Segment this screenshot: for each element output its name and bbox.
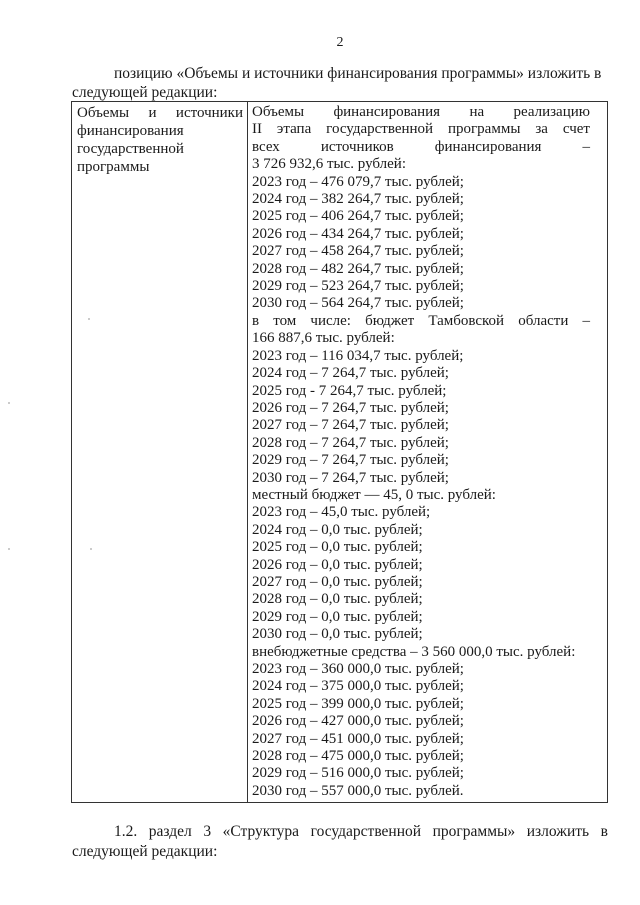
right-cell-line bbox=[252, 104, 590, 121]
right-cell-line: 2025 год – 0,0 тыс. рублей; bbox=[252, 539, 423, 556]
right-cell-line: 2024 год – 0,0 тыс. рублей; bbox=[252, 521, 423, 538]
right-cell-line: 2026 год – 427 000,0 тыс. рублей; bbox=[252, 713, 464, 730]
right-cell-word: государственной bbox=[326, 121, 434, 138]
right-cell-line: 2026 год – 7 264,7 тыс. рублей; bbox=[252, 399, 449, 416]
section-word: изложить bbox=[526, 823, 590, 840]
right-cell-line: 2029 год – 523 264,7 тыс. рублей; bbox=[252, 278, 464, 295]
right-cell-line bbox=[252, 313, 590, 330]
right-cell-word: реализацию bbox=[513, 104, 590, 120]
right-cell-line: местный бюджет — 45, 0 тыс. рублей: bbox=[252, 486, 496, 503]
section-word: в bbox=[600, 823, 608, 840]
right-cell-word: финансирования bbox=[333, 104, 441, 120]
right-cell-line bbox=[252, 139, 590, 156]
right-cell-line: 2023 год – 116 034,7 тыс. рублей; bbox=[252, 347, 464, 364]
right-cell-line: 2027 год – 0,0 тыс. рублей; bbox=[252, 573, 423, 590]
left-cell-line bbox=[77, 140, 243, 158]
section-line-2: следующей редакции: bbox=[72, 843, 218, 860]
right-cell-word: программы bbox=[448, 121, 521, 138]
right-cell-line: 2023 год – 360 000,0 тыс. рублей; bbox=[252, 661, 464, 677]
right-cell-line: 2025 год – 399 000,0 тыс. рублей; bbox=[252, 695, 464, 712]
right-cell-line: 2027 год – 458 264,7 тыс. рублей; bbox=[252, 243, 464, 260]
right-cell-word: в bbox=[252, 312, 260, 329]
right-cell-line: 2024 год – 7 264,7 тыс. рублей; bbox=[252, 365, 449, 382]
right-cell-word: бюджет bbox=[365, 312, 415, 329]
right-cell-word: области bbox=[518, 312, 569, 329]
right-cell-line bbox=[252, 121, 590, 138]
right-cell-line: 2030 год – 557 000,0 тыс. рублей. bbox=[252, 782, 464, 799]
table-left-cell bbox=[77, 104, 243, 176]
right-cell-line: 2029 год – 7 264,7 тыс. рублей; bbox=[252, 452, 449, 469]
left-cell-word: источники bbox=[175, 105, 243, 121]
right-cell-line: 2028 год – 0,0 тыс. рублей; bbox=[252, 591, 423, 608]
right-cell-word: источников bbox=[320, 138, 394, 155]
right-cell-line: 2028 год – 7 264,7 тыс. рублей; bbox=[252, 434, 449, 451]
page-number: 2 bbox=[336, 35, 344, 50]
right-cell-line: внебюджетные средства – 3 560 000,0 тыс. рублей: bbox=[252, 643, 576, 660]
right-cell-line: 2024 год – 382 264,7 тыс. рублей; bbox=[252, 191, 464, 208]
right-cell-line: 2024 год – 375 000,0 тыс. рублей; bbox=[252, 678, 464, 695]
right-cell-line: 3 726 932,6 тыс. рублей: bbox=[252, 156, 406, 173]
section-word: «Структура bbox=[222, 823, 300, 840]
right-cell-line: 166 887,6 тыс. рублей: bbox=[252, 330, 395, 347]
left-cell-line bbox=[77, 104, 243, 122]
right-cell-word: всех bbox=[252, 138, 280, 155]
left-cell-line bbox=[77, 122, 243, 140]
left-cell-line bbox=[77, 158, 243, 176]
scan-speck bbox=[88, 318, 90, 320]
right-cell-line: 2023 год – 45,0 тыс. рублей; bbox=[252, 504, 431, 521]
scan-speck bbox=[8, 548, 10, 550]
right-cell-line: 2026 год – 0,0 тыс. рублей; bbox=[252, 556, 423, 573]
right-cell-word: том bbox=[273, 312, 297, 329]
scan-speck bbox=[8, 402, 10, 404]
right-cell-line: 2027 год – 7 264,7 тыс. рублей; bbox=[252, 417, 449, 434]
right-cell-line: 2026 год – 434 264,7 тыс. рублей; bbox=[252, 225, 464, 242]
right-cell-line: 2029 год – 516 000,0 тыс. рублей; bbox=[252, 765, 464, 782]
financing-table bbox=[71, 101, 608, 803]
right-cell-line: 2029 год – 0,0 тыс. рублей; bbox=[252, 608, 423, 625]
right-cell-word: числе: bbox=[310, 312, 351, 329]
right-cell-line: 2025 год - 7 264,7 тыс. рублей; bbox=[252, 382, 447, 399]
right-cell-line: 2023 год – 476 079,7 тыс. рублей; bbox=[252, 173, 464, 190]
intro-paragraph-line2: следующей редакции: bbox=[72, 84, 218, 101]
section-line-1 bbox=[72, 822, 608, 842]
right-cell-word: этапа bbox=[276, 121, 312, 138]
section-word: 1.2. bbox=[114, 823, 138, 840]
right-cell-word: счет bbox=[562, 121, 590, 138]
left-cell-word: Объемы bbox=[77, 105, 130, 121]
left-cell-word: государственной bbox=[77, 141, 184, 157]
left-cell-word: финансирования bbox=[77, 123, 184, 139]
right-cell-line: 2028 год – 482 264,7 тыс. рублей; bbox=[252, 260, 464, 277]
right-cell-word: финансирования bbox=[434, 138, 542, 155]
column-divider bbox=[247, 102, 248, 802]
right-cell-word: на bbox=[469, 104, 485, 120]
section-word: государственной bbox=[310, 823, 422, 840]
left-cell-word: программы bbox=[77, 159, 150, 175]
section-word: программы» bbox=[432, 823, 516, 840]
right-cell-word: II bbox=[252, 121, 262, 138]
right-cell-line: 2030 год – 0,0 тыс. рублей; bbox=[252, 626, 423, 643]
right-cell-word: за bbox=[535, 121, 548, 138]
right-cell-word: Тамбовской bbox=[428, 312, 505, 329]
table-right-cell bbox=[252, 104, 590, 800]
right-cell-line: 2025 год – 406 264,7 тыс. рублей; bbox=[252, 208, 464, 225]
section-word: раздел bbox=[148, 823, 192, 840]
right-cell-word: Объемы bbox=[252, 104, 305, 120]
section-paragraph bbox=[72, 822, 608, 862]
right-cell-word: – bbox=[582, 312, 590, 329]
right-cell-word: – bbox=[582, 138, 590, 155]
scan-speck bbox=[90, 548, 92, 550]
right-cell-line: 2028 год – 475 000,0 тыс. рублей; bbox=[252, 748, 464, 765]
right-cell-line: 2027 год – 451 000,0 тыс. рублей; bbox=[252, 730, 464, 747]
left-cell-word: и bbox=[148, 105, 157, 121]
section-word: 3 bbox=[203, 823, 212, 840]
right-cell-line: 2030 год – 564 264,7 тыс. рублей; bbox=[252, 295, 464, 312]
right-cell-line: 2030 год – 7 264,7 тыс. рублей; bbox=[252, 469, 449, 486]
intro-paragraph: позицию «Объемы и источники финансирования программы» изложить в bbox=[114, 65, 602, 82]
